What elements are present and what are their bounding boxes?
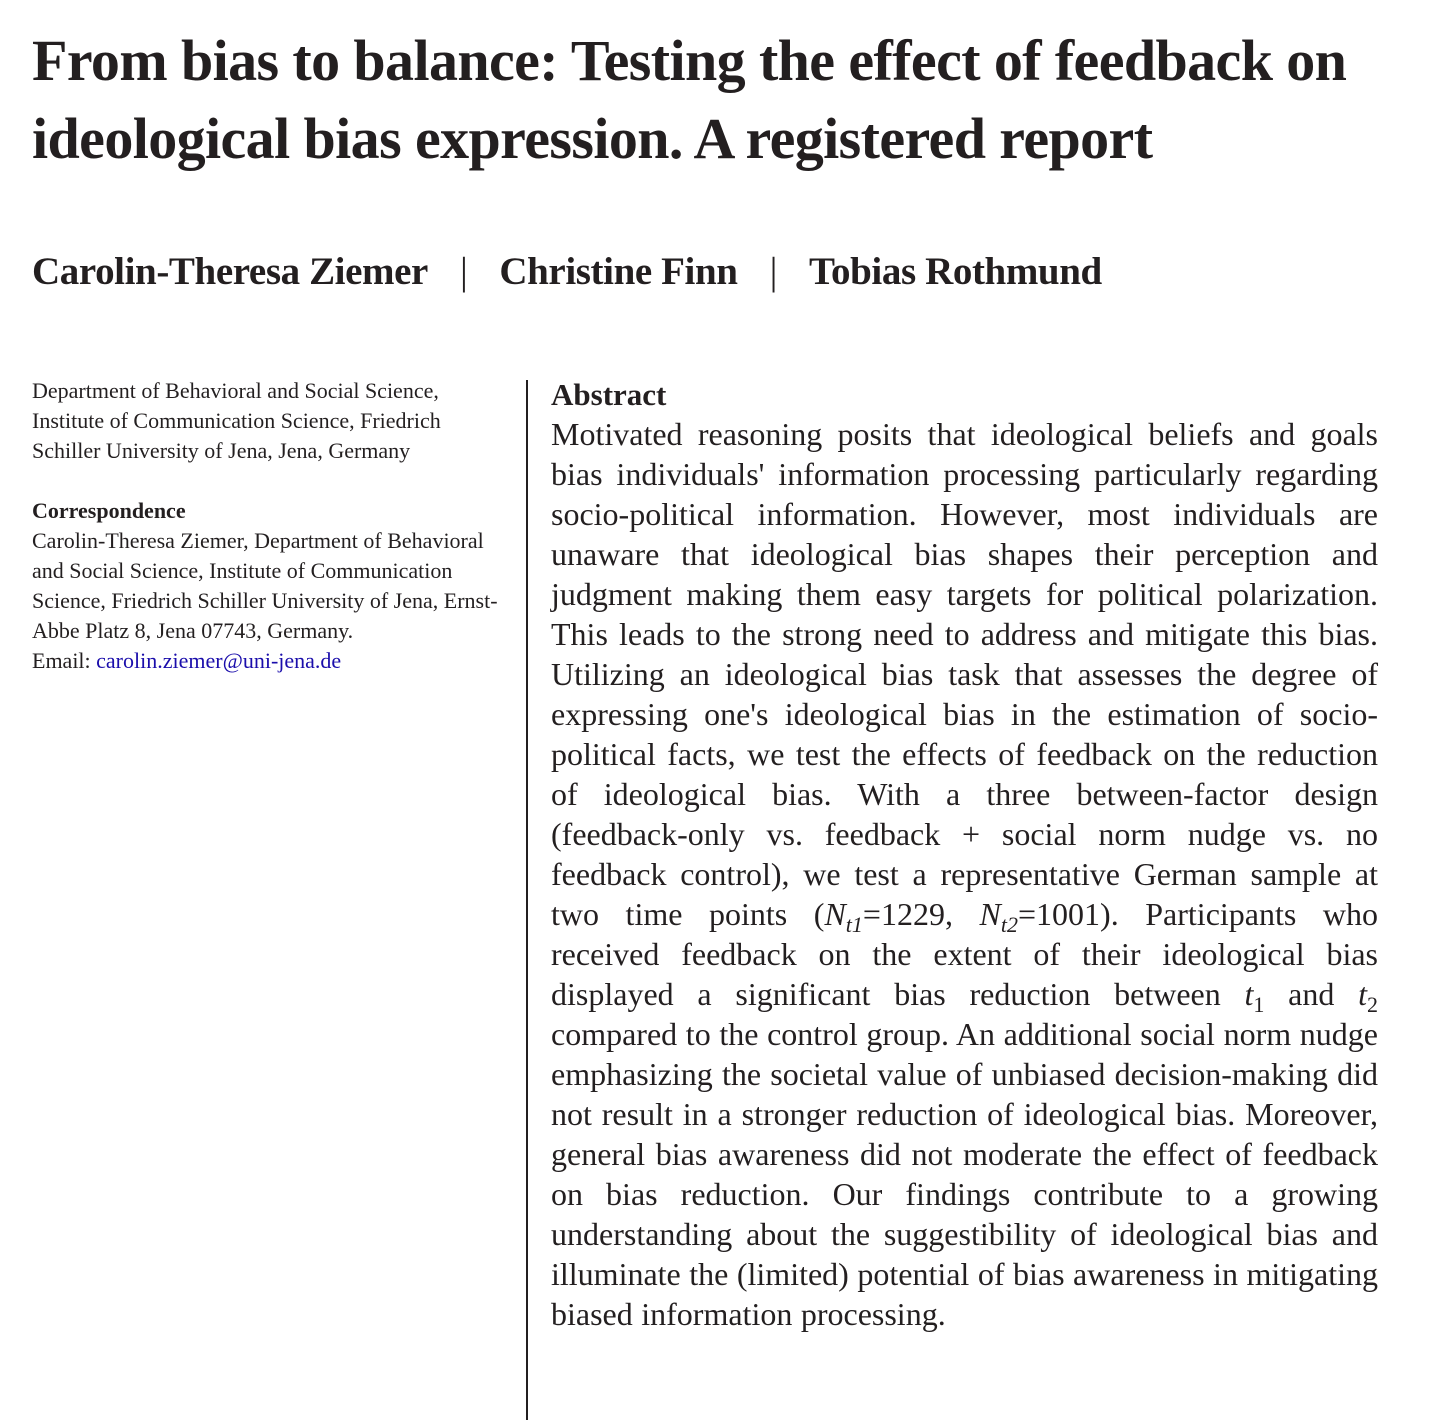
author-name: Christine Finn (499, 250, 738, 293)
author-list (32, 248, 1102, 296)
abstract-text-part: Motivated reasoning posits that ideological beliefs and goals bias individuals' information processing particularly regarding socio-political information. However, most individuals are unaware that ideological bias shapes their perception and judgment making them easy targets for political polarization. This leads to the strong need to address and mitigate this bias. Utilizing an ideological bias task that assesses the degree of expressing one's ideological bias in the estimation of socio-political facts, we test the effects of feedback on the reduction of ideological bias. With a three between-factor design (feedback-only vs. feedback + social norm nudge vs. no feedback control), we test a representative German sample at two time points ( (551, 416, 1378, 932)
abstract-text-part: ). Participants who received feedback on the extent of their ideological bias displayed a significant bias reduction between (551, 896, 1379, 1012)
correspondence-heading: Correspondence (32, 498, 186, 523)
correspondence-address: Carolin-Theresa Ziemer, Department of Behavioral and Social Science, Institute of Communication Science, Friedrich Schiller University of Jena, Ernst-Abbe Platz 8, Jena 07743, Germany. (32, 528, 498, 643)
affiliation: Department of Behavioral and Social Science, Institute of Communication Science, Friedrich Schiller University of Jena, Jena, Germany (32, 378, 441, 463)
correspondence-email (32, 646, 502, 676)
math-value: =1229, (862, 896, 980, 932)
abstract-text-part: compared to the control group. An additional social norm nudge emphasizing the societal value of unbiased decision-making did not result in a stronger reduction of ideological bias. Moreover, general bias awareness did not moderate the effect of feedback on bias reduction. Our findings contribute to a growing understanding about the suggestibility of ideological bias and illuminate the (limited) potential of bias awareness in mitigating biased information processing. (551, 1016, 1378, 1332)
column-divider (526, 380, 528, 1420)
math-symbol: t (1244, 976, 1254, 1012)
author-separator: | (769, 250, 777, 293)
abstract-heading: Abstract (551, 377, 667, 412)
math-subscript: t2 (1000, 912, 1018, 937)
math-value: =1001 (1018, 896, 1101, 932)
paper-title: From bias to balance: Testing the effect of feedback on ideological bias expression. A registered report (32, 28, 1347, 171)
math-subscript: 2 (1367, 992, 1379, 1017)
author-separator: | (459, 250, 468, 293)
abstract-text (551, 414, 1378, 1334)
email-link[interactable]: carolin.ziemer@uni-jena.de (96, 648, 342, 673)
math-subscript: 1 (1253, 992, 1265, 1017)
email-label: Email: (32, 648, 97, 673)
author-name: Carolin-Theresa Ziemer (32, 250, 428, 293)
math-symbol: N (979, 896, 1001, 932)
math-subscript: t1 (845, 912, 863, 937)
author-name: Tobias Rothmund (809, 250, 1102, 293)
sidebar-info (32, 376, 502, 676)
math-symbol: t (1358, 976, 1368, 1012)
abstract-section (551, 376, 1378, 1334)
math-symbol: N (824, 896, 846, 932)
abstract-text-part: and (1264, 976, 1359, 1012)
